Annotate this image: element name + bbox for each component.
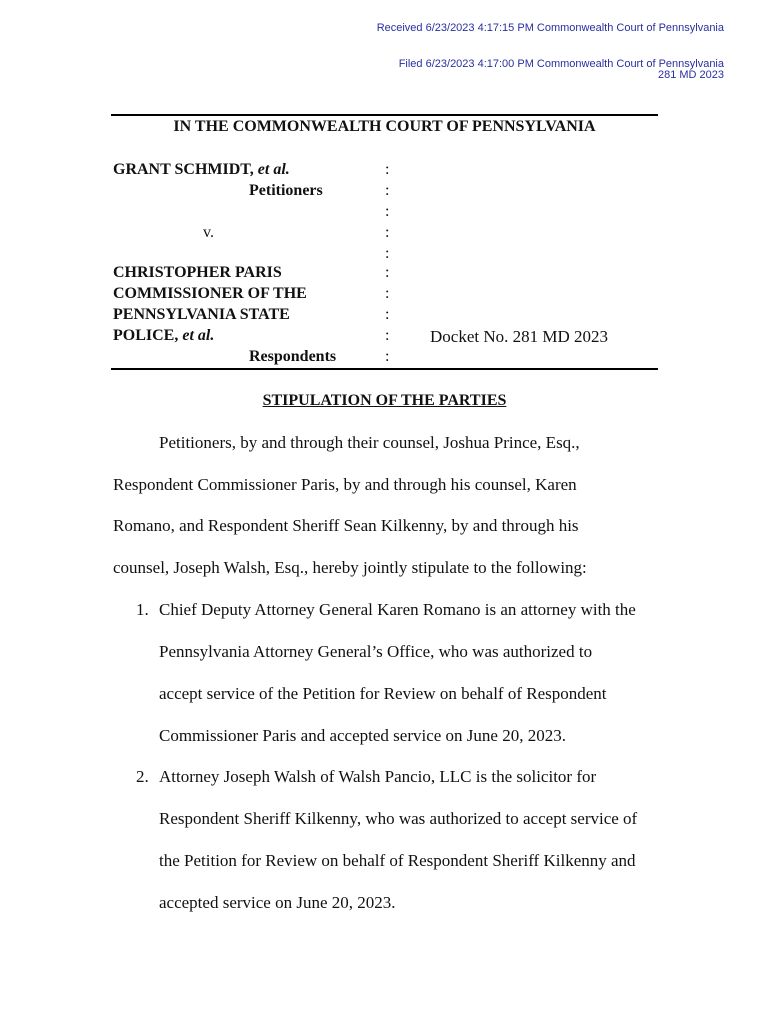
caption-colon: : [385,224,390,241]
received-stamp [377,23,724,34]
docket-number: Docket No. 281 MD 2023 [430,327,609,346]
caption-colon: : [385,203,390,220]
caption-colon: : [385,182,390,199]
caption-rule-top [111,114,658,116]
item-line: accept service of the Petition for Review on behalf of Respondent [159,684,607,703]
item-line: accepted service on June 20, 2023. [159,893,396,912]
intro-line: counsel, Joseph Walsh, Esq., hereby jointly stipulate to the following: [113,558,587,577]
respondent-role: Respondents [249,348,337,365]
item-line: Respondent Sheriff Kilkenny, who was authorized to accept service of [159,809,638,828]
respondent-line-3: PENNSYLVANIA STATE [113,306,290,323]
respondent-line-1: CHRISTOPHER PARIS [113,264,282,281]
respondent-line-4 [113,327,214,345]
caption-colon: : [385,161,390,178]
petitioner-etal: et al. [257,161,290,178]
caption-colon: : [385,245,390,262]
caption-rule-bottom [111,368,658,370]
intro-line: Respondent Commissioner Paris, by and through his counsel, Karen [113,475,577,494]
received-stamp-text: Received 6/23/2023 4:17:15 PM Commonwealth Court of Pennsylvania [376,22,724,34]
intro-line: Petitioners, by and through their counsel, Joshua Prince, Esq., [159,433,580,452]
caption-colon: : [385,348,390,365]
caption-colon: : [385,285,390,302]
respondent-line-2: COMMISSIONER OF THE [113,285,307,302]
court-title: IN THE COMMONWEALTH COURT OF PENNSYLVANIA [173,118,596,135]
versus: v. [203,224,214,241]
item-line: Commissioner Paris and accepted service on June 20, 2023. [159,726,566,745]
item-line: Attorney Joseph Walsh of Walsh Pancio, LLC is the solicitor for [159,767,597,786]
petitioner-name-text: GRANT SCHMIDT, [113,161,254,178]
respondent-line-4-text: POLICE, [113,327,179,344]
item-number: 2. [136,767,149,786]
respondent-etal: et al. [182,327,215,344]
document-heading: STIPULATION OF THE PARTIES [262,392,507,409]
caption-colon: : [385,306,390,323]
filed-stamp-text: Filed 6/23/2023 4:17:00 PM Commonwealth Court of Pennsylvania [398,58,724,70]
filed-stamp-docket: 281 MD 2023 [657,69,724,81]
item-line: Pennsylvania Attorney General’s Office, who was authorized to [159,642,593,661]
caption-colon: : [385,264,390,281]
caption-colon: : [385,327,390,344]
petitioner-role: Petitioners [249,182,323,199]
item-number: 1. [136,600,149,619]
item-line: Chief Deputy Attorney General Karen Romano is an attorney with the [159,600,636,619]
petitioner-name [113,161,290,179]
filed-stamp [399,59,724,81]
item-line: the Petition for Review on behalf of Respondent Sheriff Kilkenny and [159,851,636,870]
intro-line: Romano, and Respondent Sheriff Sean Kilkenny, by and through his [113,516,579,535]
